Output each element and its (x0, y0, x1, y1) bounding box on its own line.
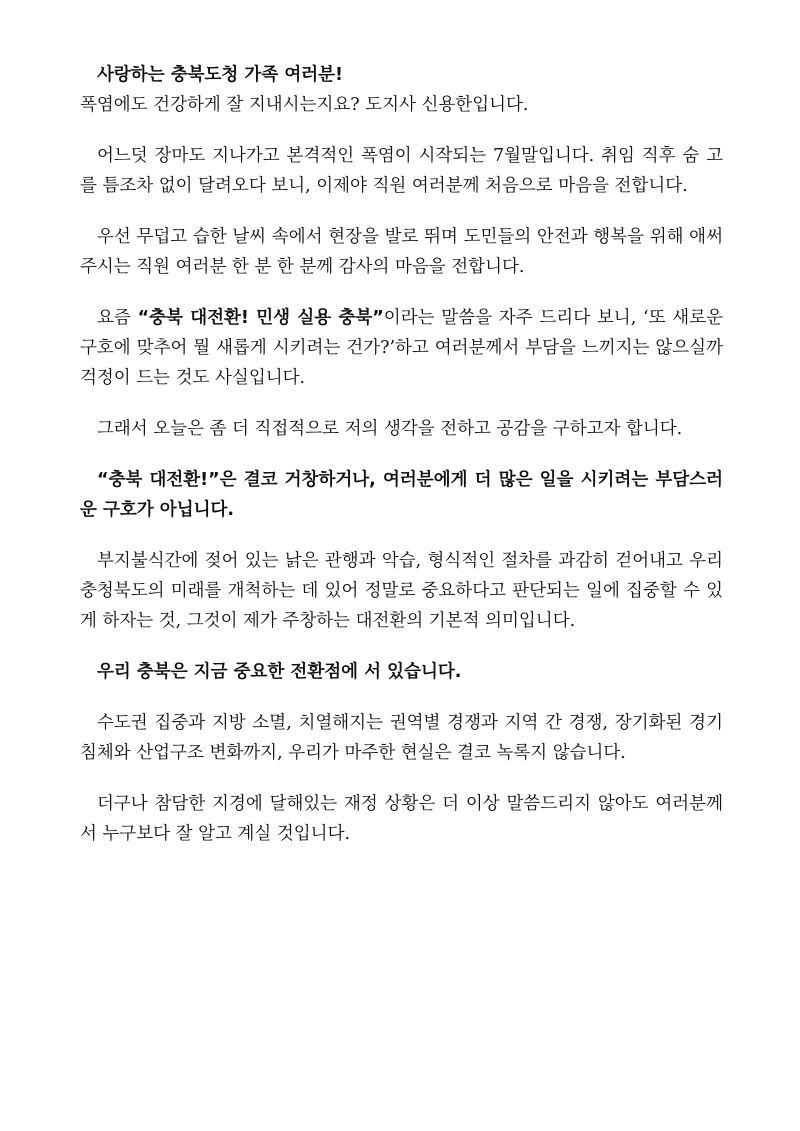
paragraph-1: 어느덧 장마도 지나가고 본격적인 폭염이 시작되는 7월말입니다. 취임 직후 숨 고를 틈조차 없이 달려오다 보니, 이제야 직원 여러분께 처음으로 마음을 전합니다. (80, 146, 723, 196)
salutation: 사랑하는 충북도청 가족 여러분! (97, 65, 344, 85)
paragraph-7: 더구나 참담한 지경에 달해있는 재정 상황은 더 이상 말씀드리지 않아도 여러분께서 누구보다 잘 알고 계실 것입니다. (80, 794, 723, 844)
paragraph-3-prefix: 요즘 (97, 308, 138, 328)
paragraph-6: 수도권 집중과 지방 소멸, 치열해지는 권역별 경쟁과 지역 간 경쟁, 장기화된 경기 침체와 산업구조 변화까지, 우리가 마주한 현실은 결코 녹록지 않습니다. (80, 713, 723, 763)
paragraph-5: 부지불식간에 젖어 있는 낡은 관행과 악습, 형식적인 절차를 과감히 걷어내고 우리 충청북도의 미래를 개척하는 데 있어 정말로 중요하다고 판단되는 일에 집중할 수 있게 하자는 것, 그것이 제가 주창하는 대전환의 기본적 의미입니다. (80, 551, 723, 631)
paragraph-4: 그래서 오늘은 좀 더 직접적으로 저의 생각을 전하고 공감을 구하고자 합니다. (97, 419, 683, 439)
greeting: 폭염에도 건강하게 잘 지내시는지요? 도지사 신용한입니다. (80, 95, 529, 115)
paragraph-3 (80, 303, 723, 393)
paragraph-2: 우선 무덥고 습한 날씨 속에서 현장을 발로 뛰며 도민들의 안전과 행복을 위해 애써주시는 직원 여러분 한 분 한 분께 감사의 마음을 전합니다. (80, 227, 723, 277)
paragraph-3-suffix: 이라는 말씀을 자주 드리다 보니, ‘또 새로운 구호에 맞추어 뭘 새롭게 시키려는 건가?’하고 여러분께서 부담을 느끼지는 않으실까 걱정이 드는 것도 사실입니다. (80, 308, 724, 388)
slogan: “충북 대전환! 민생 실용 충북” (137, 308, 384, 328)
letter-opening (80, 60, 723, 120)
heading-2: 우리 충북은 지금 중요한 전환점에 서 있습니다. (97, 662, 462, 682)
letter-page (80, 60, 723, 870)
heading-1: “충북 대전환!”은 결코 거창하거나, 여러분에게 더 많은 일을 시키려는 부담스러운 구호가 아닙니다. (80, 470, 723, 520)
